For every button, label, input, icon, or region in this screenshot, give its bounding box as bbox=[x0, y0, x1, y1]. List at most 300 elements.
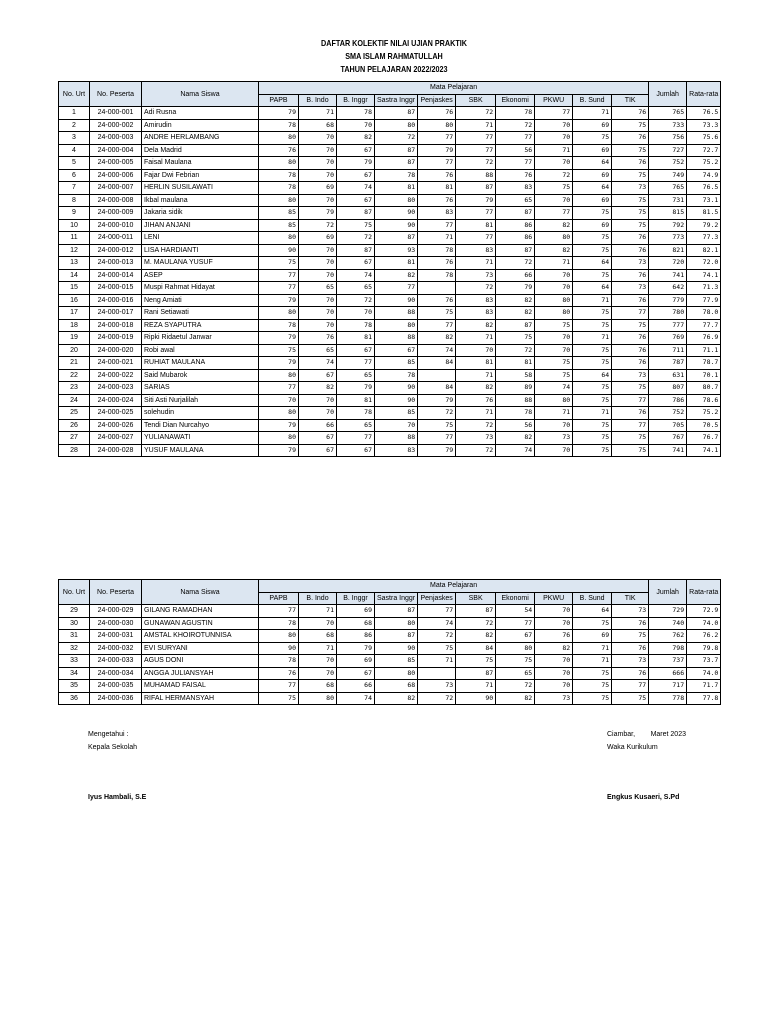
cell-score: 70 bbox=[299, 257, 337, 270]
cell-rata: 77.9 bbox=[687, 294, 721, 307]
header-mata-pelajaran: Mata Pelajaran bbox=[259, 580, 649, 593]
cell-score: 75 bbox=[456, 655, 496, 668]
cell-no: 19 bbox=[59, 332, 90, 345]
cell-score: 72 bbox=[418, 630, 456, 643]
header-subject: B. Indo bbox=[299, 94, 337, 107]
cell-score: 78 bbox=[418, 269, 456, 282]
cell-score: 76 bbox=[418, 294, 456, 307]
cell-score: 69 bbox=[337, 605, 375, 618]
cell-score: 80 bbox=[375, 119, 418, 132]
cell-score: 76 bbox=[418, 257, 456, 270]
cell-score: 73 bbox=[456, 432, 496, 445]
header-jumlah: Jumlah bbox=[649, 580, 687, 605]
cell-nama: JIHAN ANJANI bbox=[142, 219, 259, 232]
cell-peserta: 24-000-016 bbox=[90, 294, 142, 307]
cell-score: 72 bbox=[496, 119, 535, 132]
cell-no: 9 bbox=[59, 207, 90, 220]
cell-score: 71 bbox=[456, 119, 496, 132]
cell-score: 81 bbox=[456, 357, 496, 370]
cell-score: 67 bbox=[337, 144, 375, 157]
cell-score: 75 bbox=[612, 692, 649, 705]
cell-score: 73 bbox=[612, 655, 649, 668]
cell-score: 71 bbox=[418, 232, 456, 245]
cell-score: 80 bbox=[259, 132, 299, 145]
cell-score: 68 bbox=[299, 680, 337, 693]
cell-score: 67 bbox=[299, 369, 337, 382]
cell-rata: 74.0 bbox=[687, 667, 721, 680]
header-subject: TIK bbox=[612, 94, 649, 107]
cell-nama: ANGGA JULIANSYAH bbox=[142, 667, 259, 680]
cell-no: 10 bbox=[59, 219, 90, 232]
table-row bbox=[59, 132, 721, 145]
cell-score: 76 bbox=[612, 667, 649, 680]
cell-score: 72 bbox=[375, 132, 418, 145]
cell-score: 72 bbox=[496, 257, 535, 270]
cell-no: 8 bbox=[59, 194, 90, 207]
cell-score: 75 bbox=[573, 244, 612, 257]
cell-score: 72 bbox=[496, 680, 535, 693]
cell-score: 74 bbox=[418, 344, 456, 357]
cell-score: 71 bbox=[535, 407, 573, 420]
cell-score: 75 bbox=[612, 144, 649, 157]
cell-score: 70 bbox=[299, 294, 337, 307]
cell-score: 77 bbox=[456, 207, 496, 220]
cell-score: 79 bbox=[259, 294, 299, 307]
cell-score: 90 bbox=[375, 394, 418, 407]
cell-score: 80 bbox=[259, 194, 299, 207]
cell-nama: LISA HARDIANTI bbox=[142, 244, 259, 257]
cell-jumlah: 666 bbox=[649, 667, 687, 680]
cell-score: 77 bbox=[456, 132, 496, 145]
cell-rata: 71.1 bbox=[687, 344, 721, 357]
table-row bbox=[59, 617, 721, 630]
cell-score: 76 bbox=[612, 269, 649, 282]
header-subject: PAPB bbox=[259, 592, 299, 605]
cell-nama: RUHIAT MAULANA bbox=[142, 357, 259, 370]
cell-score: 72 bbox=[337, 294, 375, 307]
cell-peserta: 24-000-003 bbox=[90, 132, 142, 145]
cell-rata: 74.1 bbox=[687, 444, 721, 457]
cell-score: 93 bbox=[375, 244, 418, 257]
table-row bbox=[59, 642, 721, 655]
table-row bbox=[59, 307, 721, 320]
cell-score: 75 bbox=[612, 444, 649, 457]
cell-score: 89 bbox=[496, 382, 535, 395]
cell-score: 76 bbox=[535, 630, 573, 643]
cell-score: 79 bbox=[259, 419, 299, 432]
cell-peserta: 24-000-029 bbox=[90, 605, 142, 618]
table-row bbox=[59, 332, 721, 345]
cell-score: 75 bbox=[573, 344, 612, 357]
cell-score: 80 bbox=[259, 157, 299, 170]
header-no-urt: No. Urt bbox=[59, 82, 90, 107]
cell-rata: 73.7 bbox=[687, 655, 721, 668]
cell-score: 75 bbox=[496, 332, 535, 345]
cell-jumlah: 705 bbox=[649, 419, 687, 432]
cell-score: 75 bbox=[573, 382, 612, 395]
cell-score: 78 bbox=[496, 107, 535, 120]
cell-score: 71 bbox=[573, 294, 612, 307]
cell-score: 83 bbox=[456, 294, 496, 307]
table-row bbox=[59, 667, 721, 680]
cell-score: 67 bbox=[337, 194, 375, 207]
table-row bbox=[59, 294, 721, 307]
cell-score: 67 bbox=[496, 630, 535, 643]
cell-score: 78 bbox=[259, 182, 299, 195]
cell-score: 75 bbox=[535, 357, 573, 370]
cell-score: 80 bbox=[259, 369, 299, 382]
cell-score: 73 bbox=[612, 282, 649, 295]
cell-score: 70 bbox=[535, 282, 573, 295]
table-row bbox=[59, 680, 721, 693]
cell-score: 86 bbox=[496, 232, 535, 245]
cell-score: 87 bbox=[337, 244, 375, 257]
table-row bbox=[59, 344, 721, 357]
cell-no: 25 bbox=[59, 407, 90, 420]
cell-score: 76 bbox=[612, 157, 649, 170]
cell-score: 72 bbox=[535, 169, 573, 182]
cell-score: 80 bbox=[375, 667, 418, 680]
table-row bbox=[59, 232, 721, 245]
cell-nama: YULIANAWATI bbox=[142, 432, 259, 445]
cell-rata: 76.7 bbox=[687, 432, 721, 445]
cell-peserta: 24-000-009 bbox=[90, 207, 142, 220]
cell-score: 64 bbox=[573, 157, 612, 170]
cell-rata: 72.9 bbox=[687, 605, 721, 618]
cell-peserta: 24-000-014 bbox=[90, 269, 142, 282]
cell-score: 77 bbox=[612, 307, 649, 320]
cell-score: 70 bbox=[535, 119, 573, 132]
cell-score: 71 bbox=[456, 680, 496, 693]
cell-no: 23 bbox=[59, 382, 90, 395]
cell-no: 1 bbox=[59, 107, 90, 120]
cell-nama: RIFAL HERMANSYAH bbox=[142, 692, 259, 705]
cell-score: 73 bbox=[612, 257, 649, 270]
cell-score bbox=[418, 667, 456, 680]
header-rata-rata: Rata-rata bbox=[687, 82, 721, 107]
cell-score: 75 bbox=[612, 432, 649, 445]
cell-score: 78 bbox=[337, 407, 375, 420]
cell-score: 82 bbox=[456, 319, 496, 332]
cell-score: 75 bbox=[612, 119, 649, 132]
cell-nama: Adi Rusna bbox=[142, 107, 259, 120]
cell-score: 75 bbox=[535, 369, 573, 382]
cell-score: 85 bbox=[375, 407, 418, 420]
cell-score: 83 bbox=[456, 307, 496, 320]
cell-score: 81 bbox=[456, 219, 496, 232]
cell-rata: 79.8 bbox=[687, 642, 721, 655]
cell-no: 21 bbox=[59, 357, 90, 370]
cell-score: 88 bbox=[375, 307, 418, 320]
cell-score: 75 bbox=[418, 419, 456, 432]
cell-score: 77 bbox=[418, 432, 456, 445]
cell-peserta: 24-000-015 bbox=[90, 282, 142, 295]
cell-score: 77 bbox=[418, 157, 456, 170]
cell-score: 87 bbox=[456, 667, 496, 680]
cell-score: 72 bbox=[418, 692, 456, 705]
cell-rata: 75.2 bbox=[687, 157, 721, 170]
cell-rata: 80.7 bbox=[687, 382, 721, 395]
cell-score: 78 bbox=[337, 319, 375, 332]
header-subject: Sastra Inggr bbox=[375, 592, 418, 605]
cell-score: 75 bbox=[259, 257, 299, 270]
cell-score: 71 bbox=[299, 642, 337, 655]
cell-score: 75 bbox=[535, 182, 573, 195]
cell-peserta: 24-000-020 bbox=[90, 344, 142, 357]
cell-peserta: 24-000-017 bbox=[90, 307, 142, 320]
cell-score: 75 bbox=[612, 219, 649, 232]
cell-score: 88 bbox=[375, 432, 418, 445]
cell-score: 83 bbox=[496, 182, 535, 195]
cell-score: 70 bbox=[535, 269, 573, 282]
cell-score: 70 bbox=[535, 655, 573, 668]
cell-score: 69 bbox=[573, 169, 612, 182]
cell-score: 69 bbox=[573, 630, 612, 643]
cell-score: 90 bbox=[375, 642, 418, 655]
cell-score: 67 bbox=[299, 444, 337, 457]
cell-no: 30 bbox=[59, 617, 90, 630]
cell-score: 76 bbox=[612, 294, 649, 307]
cell-score: 71 bbox=[573, 655, 612, 668]
cell-score: 75 bbox=[573, 419, 612, 432]
cell-score: 79 bbox=[418, 394, 456, 407]
cell-score: 75 bbox=[573, 319, 612, 332]
cell-rata: 74.0 bbox=[687, 617, 721, 630]
cell-rata: 78.6 bbox=[687, 394, 721, 407]
cell-score: 75 bbox=[573, 394, 612, 407]
cell-score: 77 bbox=[259, 680, 299, 693]
cell-no: 4 bbox=[59, 144, 90, 157]
cell-no: 5 bbox=[59, 157, 90, 170]
cell-no: 7 bbox=[59, 182, 90, 195]
cell-jumlah: 778 bbox=[649, 692, 687, 705]
table-row bbox=[59, 269, 721, 282]
cell-score: 79 bbox=[259, 444, 299, 457]
cell-score: 69 bbox=[337, 655, 375, 668]
cell-jumlah: 741 bbox=[649, 269, 687, 282]
cell-rata: 79.2 bbox=[687, 219, 721, 232]
cell-score: 75 bbox=[573, 269, 612, 282]
cell-jumlah: 717 bbox=[649, 680, 687, 693]
cell-peserta: 24-000-026 bbox=[90, 419, 142, 432]
cell-score: 77 bbox=[418, 132, 456, 145]
header-subject: B. Sund bbox=[573, 592, 612, 605]
cell-score: 79 bbox=[418, 144, 456, 157]
cell-no: 2 bbox=[59, 119, 90, 132]
cell-rata: 71.7 bbox=[687, 680, 721, 693]
cell-jumlah: 749 bbox=[649, 169, 687, 182]
footer-place-date: Ciambar, Maret 2023 bbox=[607, 731, 686, 738]
cell-score: 82 bbox=[496, 294, 535, 307]
cell-score: 73 bbox=[535, 692, 573, 705]
cell-score: 70 bbox=[535, 617, 573, 630]
table-row bbox=[59, 605, 721, 618]
cell-score: 80 bbox=[259, 407, 299, 420]
cell-score: 80 bbox=[418, 119, 456, 132]
cell-score: 71 bbox=[418, 655, 456, 668]
cell-peserta: 24-000-005 bbox=[90, 157, 142, 170]
cell-score: 84 bbox=[418, 357, 456, 370]
doc-title: DAFTAR KOLEKTIF NILAI UJIAN PRAKTIK bbox=[321, 38, 467, 48]
cell-score: 70 bbox=[299, 394, 337, 407]
cell-nama: GUNAWAN AGUSTIN bbox=[142, 617, 259, 630]
cell-score: 72 bbox=[299, 219, 337, 232]
cell-jumlah: 752 bbox=[649, 407, 687, 420]
cell-score: 81 bbox=[375, 257, 418, 270]
table-row bbox=[59, 419, 721, 432]
cell-rata: 77.8 bbox=[687, 692, 721, 705]
cell-no: 31 bbox=[59, 630, 90, 643]
cell-score: 88 bbox=[456, 169, 496, 182]
cell-nama: Fajar Dwi Febrian bbox=[142, 169, 259, 182]
cell-score: 70 bbox=[299, 169, 337, 182]
cell-jumlah: 631 bbox=[649, 369, 687, 382]
cell-score: 73 bbox=[535, 432, 573, 445]
cell-rata: 75.6 bbox=[687, 132, 721, 145]
cell-score: 65 bbox=[337, 282, 375, 295]
header-subject: PAPB bbox=[259, 94, 299, 107]
table-row bbox=[59, 394, 721, 407]
cell-peserta: 24-000-002 bbox=[90, 119, 142, 132]
cell-score: 78 bbox=[337, 107, 375, 120]
cell-no: 14 bbox=[59, 269, 90, 282]
cell-score: 70 bbox=[535, 157, 573, 170]
header-jumlah: Jumlah bbox=[649, 82, 687, 107]
cell-score: 65 bbox=[496, 194, 535, 207]
cell-score: 82 bbox=[535, 244, 573, 257]
cell-no: 12 bbox=[59, 244, 90, 257]
header-subject: Penjaskes bbox=[418, 94, 456, 107]
cell-score: 67 bbox=[337, 169, 375, 182]
cell-rata: 76.5 bbox=[687, 182, 721, 195]
header-subject: Penjaskes bbox=[418, 592, 456, 605]
cell-score: 70 bbox=[535, 419, 573, 432]
cell-rata: 82.1 bbox=[687, 244, 721, 257]
footer-kepala-title: Kepala Sekolah bbox=[88, 744, 138, 751]
cell-score: 87 bbox=[456, 605, 496, 618]
cell-score: 76 bbox=[418, 169, 456, 182]
cell-score: 81 bbox=[375, 182, 418, 195]
header-subject: B. Indo bbox=[299, 592, 337, 605]
header-no-urt: No. Urt bbox=[59, 580, 90, 605]
cell-score: 80 bbox=[535, 307, 573, 320]
cell-peserta: 24-000-013 bbox=[90, 257, 142, 270]
cell-score: 80 bbox=[259, 432, 299, 445]
cell-score: 73 bbox=[612, 369, 649, 382]
table-row bbox=[59, 444, 721, 457]
cell-no: 32 bbox=[59, 642, 90, 655]
header-subject: B. Sund bbox=[573, 94, 612, 107]
cell-peserta: 24-000-012 bbox=[90, 244, 142, 257]
cell-nama: Rani Setiawati bbox=[142, 307, 259, 320]
cell-score: 75 bbox=[573, 444, 612, 457]
cell-no: 3 bbox=[59, 132, 90, 145]
cell-nama: GILANG RAMADHAN bbox=[142, 605, 259, 618]
cell-peserta: 24-000-004 bbox=[90, 144, 142, 157]
cell-score: 76 bbox=[418, 107, 456, 120]
cell-score: 65 bbox=[496, 667, 535, 680]
cell-score: 90 bbox=[375, 294, 418, 307]
cell-score: 70 bbox=[299, 157, 337, 170]
cell-peserta: 24-000-018 bbox=[90, 319, 142, 332]
cell-no: 35 bbox=[59, 680, 90, 693]
cell-score: 79 bbox=[259, 357, 299, 370]
cell-nama: Dela Madrid bbox=[142, 144, 259, 157]
cell-peserta: 24-000-030 bbox=[90, 617, 142, 630]
header-subject: TIK bbox=[612, 592, 649, 605]
cell-score: 69 bbox=[299, 182, 337, 195]
cell-score: 67 bbox=[337, 257, 375, 270]
table-row bbox=[59, 194, 721, 207]
cell-score: 78 bbox=[418, 244, 456, 257]
cell-score: 64 bbox=[573, 182, 612, 195]
cell-score: 77 bbox=[418, 319, 456, 332]
cell-score: 69 bbox=[573, 144, 612, 157]
header-nama-siswa: Nama Siswa bbox=[142, 580, 259, 605]
cell-score: 78 bbox=[259, 319, 299, 332]
cell-score: 87 bbox=[496, 319, 535, 332]
cell-score: 77 bbox=[259, 282, 299, 295]
cell-score: 79 bbox=[337, 157, 375, 170]
cell-score: 71 bbox=[456, 332, 496, 345]
cell-peserta: 24-000-033 bbox=[90, 655, 142, 668]
header-nama-siswa: Nama Siswa bbox=[142, 82, 259, 107]
cell-rata: 74.9 bbox=[687, 169, 721, 182]
cell-score: 82 bbox=[456, 382, 496, 395]
cell-score: 77 bbox=[496, 132, 535, 145]
cell-score: 71 bbox=[573, 407, 612, 420]
cell-score: 72 bbox=[456, 157, 496, 170]
cell-score: 70 bbox=[299, 407, 337, 420]
cell-score: 76 bbox=[496, 169, 535, 182]
cell-rata: 73.3 bbox=[687, 119, 721, 132]
cell-score: 71 bbox=[456, 257, 496, 270]
cell-score: 75 bbox=[573, 307, 612, 320]
cell-score: 77 bbox=[259, 269, 299, 282]
cell-jumlah: 765 bbox=[649, 107, 687, 120]
table-row bbox=[59, 282, 721, 295]
cell-score: 71 bbox=[299, 605, 337, 618]
cell-score: 67 bbox=[337, 344, 375, 357]
cell-rata: 76.2 bbox=[687, 630, 721, 643]
cell-score: 77 bbox=[535, 207, 573, 220]
cell-peserta: 24-000-032 bbox=[90, 642, 142, 655]
cell-jumlah: 767 bbox=[649, 432, 687, 445]
table-row bbox=[59, 169, 721, 182]
cell-score: 56 bbox=[496, 419, 535, 432]
cell-score: 72 bbox=[496, 344, 535, 357]
cell-nama: LENI bbox=[142, 232, 259, 245]
cell-score: 90 bbox=[259, 642, 299, 655]
cell-score: 75 bbox=[418, 307, 456, 320]
cell-score: 78 bbox=[259, 169, 299, 182]
cell-score: 77 bbox=[612, 394, 649, 407]
table-row bbox=[59, 407, 721, 420]
cell-jumlah: 792 bbox=[649, 219, 687, 232]
cell-no: 16 bbox=[59, 294, 90, 307]
cell-score: 78 bbox=[375, 369, 418, 382]
cell-peserta: 24-000-024 bbox=[90, 394, 142, 407]
cell-rata: 70.5 bbox=[687, 419, 721, 432]
cell-peserta: 24-000-008 bbox=[90, 194, 142, 207]
cell-score: 80 bbox=[535, 294, 573, 307]
cell-score: 77 bbox=[337, 357, 375, 370]
cell-score: 77 bbox=[418, 605, 456, 618]
grades-table-1 bbox=[58, 81, 721, 457]
cell-rata: 72.7 bbox=[687, 144, 721, 157]
cell-no: 24 bbox=[59, 394, 90, 407]
cell-rata: 77.3 bbox=[687, 232, 721, 245]
